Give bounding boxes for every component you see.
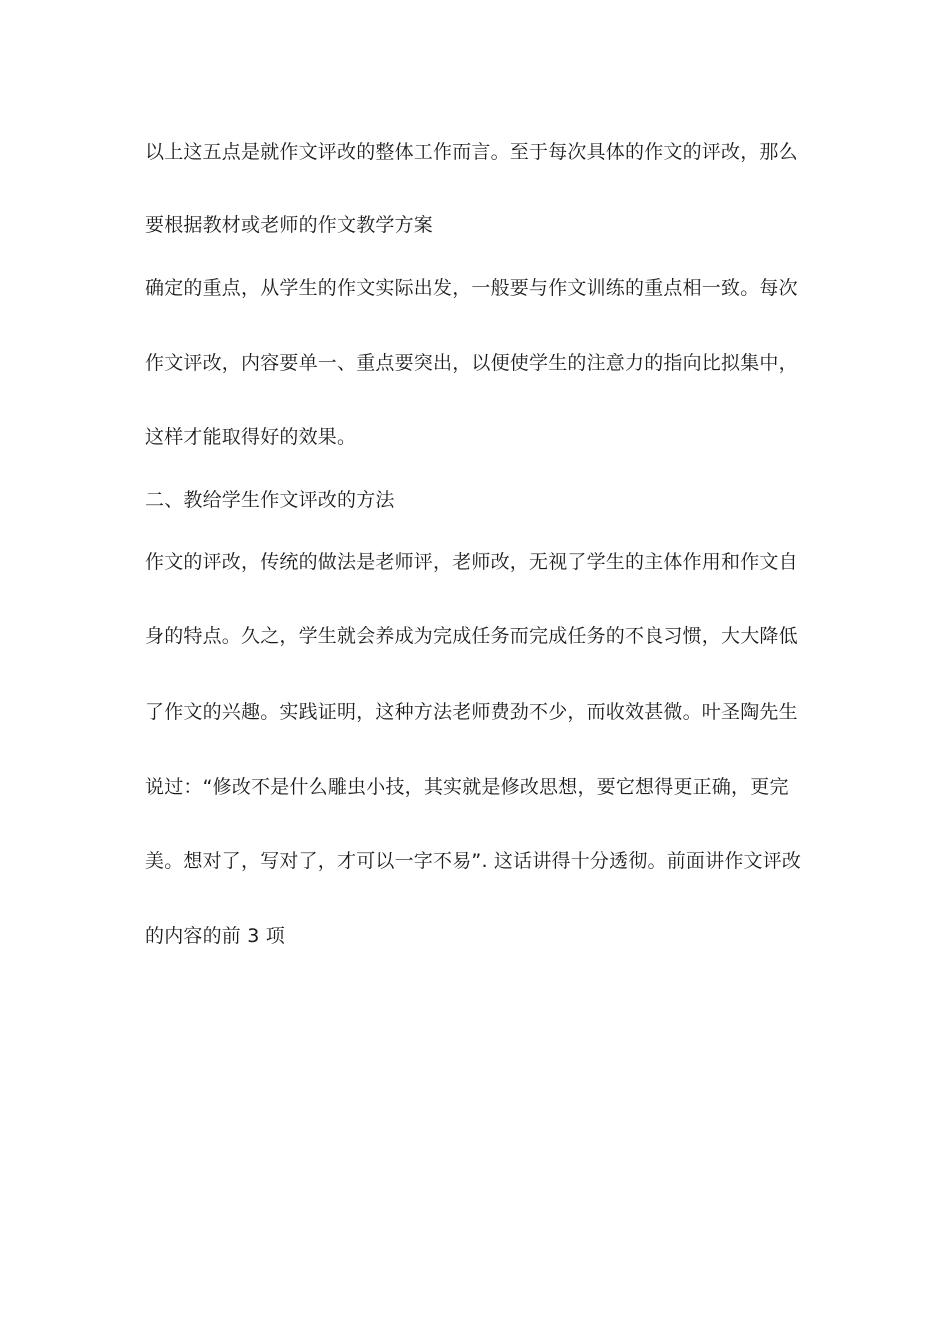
paragraph-line: 作文评改，内容要单一、重点要突出，以便使学生的注意力的指向比拟集中， [145,352,798,374]
paragraph-line: 这样才能取得好的效果。 [145,426,357,448]
paragraph-line: 说过：“修改不是什么雕虫小技，其实就是修改思想，要它想得更正确，更完 [145,776,789,798]
paragraph-line: 以上这五点是就作文评改的整体工作而言。至于每次具体的作文的评改，那么 [145,141,798,163]
paragraph-line: 要根据教材或老师的作文教学方案 [145,214,434,236]
paragraph-line: 身的特点。久之，学生就会养成为完成任务而完成任务的不良习惯，大大降低 [145,625,798,647]
paragraph-line: 了作文的兴趣。实践证明，这种方法老师费劲不少，而收效甚微。叶圣陶先生 [145,701,798,723]
paragraph-line: 确定的重点，从学生的作文实际出发，一般要与作文训练的重点相一致。每次 [145,277,798,299]
section-heading: 二、教给学生作文评改的方法 [145,489,395,511]
paragraph-line: 的内容的前 3 项 [145,925,285,947]
paragraph-line: 美。想对了，写对了，才可以一字不易”. 这话讲得十分透彻。前面讲作文评改 [145,850,802,872]
paragraph-line: 作文的评改，传统的做法是老师评，老师改，无视了学生的主体作用和作文自 [145,551,798,573]
